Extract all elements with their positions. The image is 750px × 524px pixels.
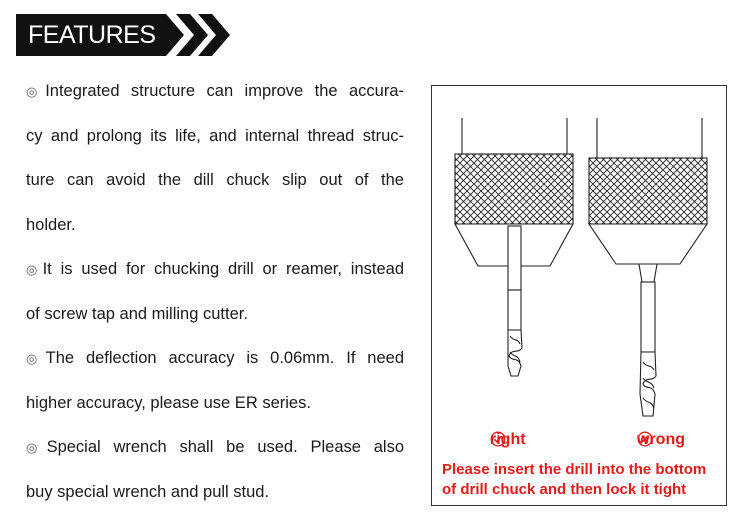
wrong-label-text: wrong bbox=[637, 431, 685, 448]
instruction-note bbox=[442, 460, 722, 500]
feature-1-line-4: holder. bbox=[26, 215, 76, 234]
note-line-1: Please insert the drill into the bottom bbox=[442, 461, 707, 478]
features-list bbox=[26, 78, 404, 523]
features-title: FEATURES bbox=[28, 21, 156, 49]
feature-4-line-1: ◎Special wrench shall be used. Please also bbox=[26, 438, 405, 456]
feature-4-line-2: buy special wrench and pull stud. bbox=[26, 482, 270, 501]
bullet-icon: ◎ bbox=[26, 351, 45, 366]
bullet-icon: ◎ bbox=[26, 440, 46, 455]
note-line-2: of drill chuck and then lock it tight bbox=[442, 481, 687, 498]
feature-3-line-1: ◎The deflection accuracy is 0.06mm. If need bbox=[26, 349, 404, 367]
features-header bbox=[16, 14, 236, 56]
feature-1-line-1: ◎Integrated structure can improve the accura- bbox=[26, 82, 404, 100]
chuck-diagram bbox=[431, 85, 727, 506]
correct-chuck bbox=[455, 118, 573, 376]
right-label-text: right bbox=[490, 431, 526, 448]
feature-2-line-2: of screw tap and milling cutter. bbox=[26, 304, 248, 323]
incorrect-chuck bbox=[589, 118, 707, 416]
bullet-icon: ◎ bbox=[26, 262, 42, 277]
check-circle-icon bbox=[490, 431, 506, 447]
cross-circle-icon bbox=[637, 431, 653, 447]
wrong-label bbox=[637, 431, 685, 449]
feature-1-line-2: cy and prolong its life, and internal thread struc- bbox=[26, 126, 404, 145]
feature-2-line-1: ◎It is used for chucking drill or reamer, instead bbox=[26, 260, 404, 278]
feature-1-line-3: ture can avoid the dill chuck slip out of the bbox=[26, 171, 404, 189]
right-label bbox=[490, 431, 526, 449]
feature-3-line-2: higher accuracy, please use ER series. bbox=[26, 393, 311, 412]
bullet-icon: ◎ bbox=[26, 84, 45, 99]
